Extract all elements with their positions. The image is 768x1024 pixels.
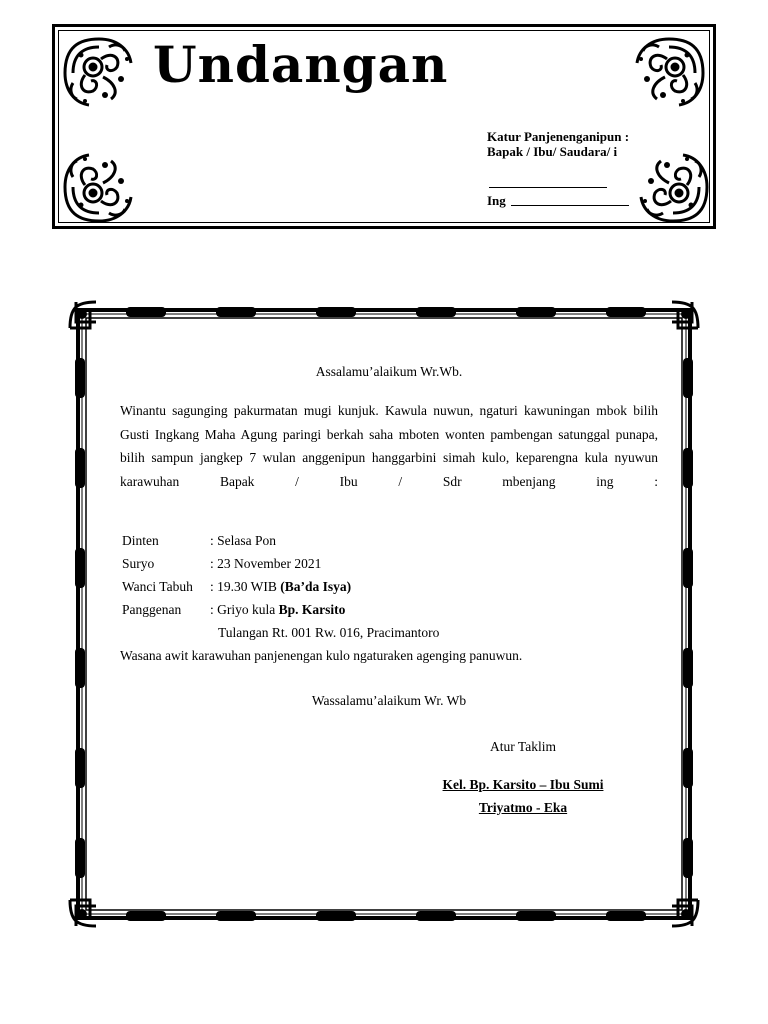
detail-row	[122, 621, 439, 644]
opening-greeting: Assalamu’alaikum Wr.Wb.	[315, 364, 463, 379]
invitation-paragraph: Winantu sagunging pakurmatan mugi kunjuk. Kawula nuwun, ngaturi kawuningan mbok bilih Gusti Ingkang Maha Agung paringi berkah saha mboten wonten pambengan satunggal punapa, bilih sampun jangkep 7 wulan anggenipun hanggarbini simah kulo, keparengna kula nyuwun karawuhan Bapak / Ibu / Sdr mbenjang ing :	[120, 403, 658, 489]
envelope-card	[52, 24, 716, 229]
time-label: Wanci Tabuh	[122, 578, 193, 594]
signoff: Atur Taklim	[490, 738, 556, 754]
ing-label: Ing	[487, 193, 506, 208]
floral-ornament-icon	[59, 147, 139, 227]
signature-family: Kel. Bp. Karsito – Ibu Sumi	[442, 776, 604, 792]
place-host: Bp. Karsito	[278, 601, 346, 617]
addressee-line-2: Bapak / Ibu/ Saudara/ i	[487, 144, 618, 159]
place-label: Panggenan	[122, 601, 182, 617]
addressee-line-1: Katur Panjenenganipun :	[487, 129, 630, 144]
invitation-title: Undangan	[153, 35, 449, 94]
signature-couple: Triyatmo - Eka	[478, 799, 568, 815]
addressee-block	[487, 129, 629, 159]
detail-row	[122, 575, 439, 598]
closing-greeting: Wassalamu’alaikum Wr. Wb	[311, 692, 467, 708]
date-label: Suryo	[122, 555, 155, 571]
detail-row	[122, 529, 439, 552]
time-value: : 19.30 WIB	[210, 578, 281, 594]
time-note: (Ba’da Isya)	[280, 578, 352, 594]
floral-ornament-icon	[633, 147, 713, 227]
thanks-line: Wasana awit karawuhan panjenengan kulo ngaturaken agenging panuwun.	[120, 647, 523, 663]
detail-row	[122, 598, 439, 621]
event-details	[122, 529, 439, 644]
place-value: : Griyo kula	[210, 601, 279, 617]
letter-body	[120, 360, 658, 819]
floral-ornament-icon	[629, 33, 709, 113]
date-value: : 23 November 2021	[210, 555, 322, 571]
place-value-cell	[210, 598, 439, 621]
day-value: : Selasa Pon	[210, 532, 276, 548]
day-label: Dinten	[122, 532, 159, 548]
place-address: Tulangan Rt. 001 Rw. 016, Pracimantoro	[218, 624, 440, 640]
time-value-cell	[210, 575, 439, 598]
name-blank-line	[489, 187, 607, 188]
address-blank-line	[511, 205, 629, 206]
floral-ornament-icon	[59, 33, 139, 113]
detail-row	[122, 552, 439, 575]
